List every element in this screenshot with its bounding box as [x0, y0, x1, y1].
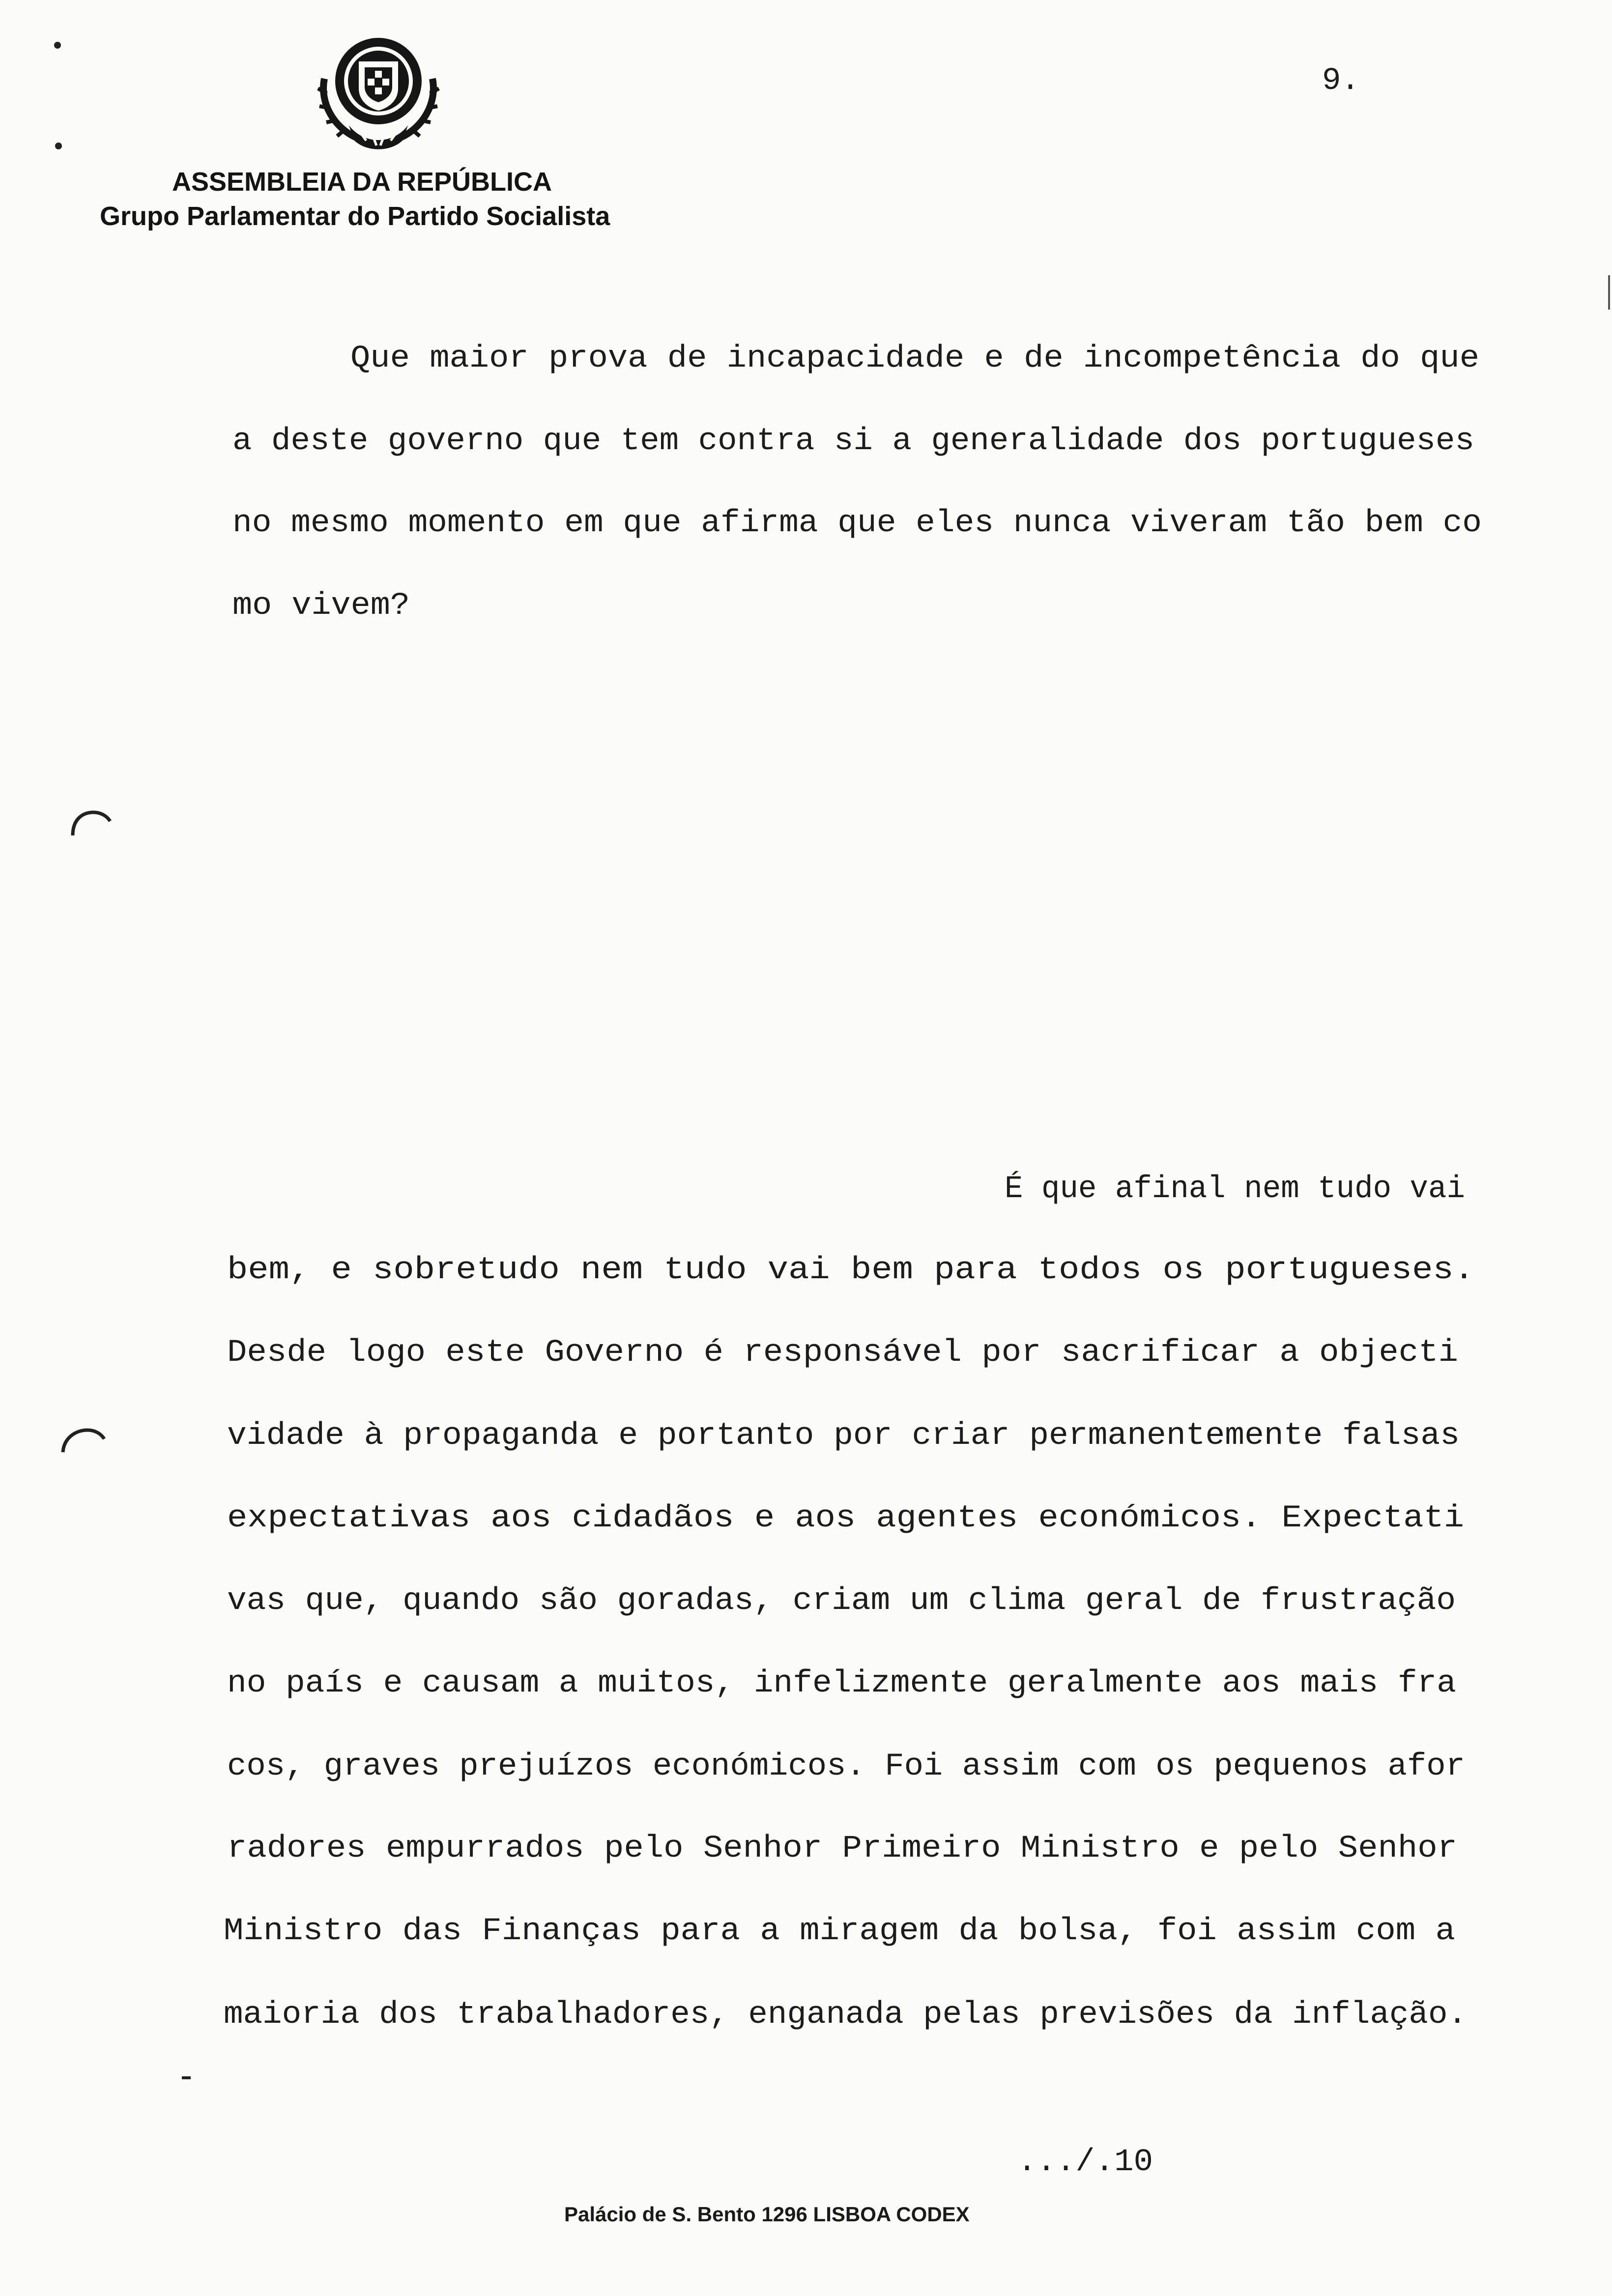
text-line [227, 1664, 1456, 1703]
text-line [232, 586, 410, 626]
text-line [232, 422, 1474, 461]
continuation-marker [1017, 2143, 1153, 2182]
text-line [227, 1333, 1458, 1373]
text-line-content: bem, e sobretudo nem tudo vai bem para todos os portugueses. [227, 1253, 1474, 1288]
text-line-content: Desde logo este Governo é responsável por sacrificar a objecti [227, 1335, 1458, 1371]
text-line [227, 1251, 1474, 1290]
coat-of-arms-seal [305, 20, 452, 167]
text-line-content: expectativas aos cidadãos e aos agentes económicos. Expectati [227, 1501, 1464, 1536]
text-line-content: Ministro das Finanças para a miragem da bolsa, foi assim com a [224, 1914, 1455, 1949]
text-line [227, 1416, 1460, 1456]
text-line [227, 1581, 1456, 1621]
text-line [227, 1747, 1465, 1786]
text-line-content: Que maior prova de incapacidade e de incompetência do que [350, 341, 1479, 376]
text-line-content: mo vivem? [232, 588, 410, 624]
text-line-content: radores empurrados pelo Senhor Primeiro Ministro e pelo Senhor [227, 1831, 1457, 1866]
text-line-content: vas que, quando são goradas, criam um clima geral de frustração [227, 1583, 1456, 1619]
text-line-content: maioria dos trabalhadores, enganada pelas previsões da inflação. [224, 1997, 1467, 2033]
text-line-content: no país e causam a muitos, infelizmente geralmente aos mais fra [227, 1666, 1456, 1701]
text-line-content: É que afinal nem tudo vai [1005, 1172, 1465, 1207]
text-line [224, 1912, 1455, 1951]
text-line-content: vidade à propaganda e portanto por criar permanentemente falsas [227, 1418, 1460, 1454]
punch-hole-mark [69, 808, 113, 838]
text-line [350, 339, 1479, 378]
punch-hole-mark [59, 1425, 108, 1455]
text-line [227, 1499, 1464, 1538]
scan-tick [1608, 275, 1610, 310]
text-line-content: no mesmo momento em que afirma que eles nunca viveram tão bem co [232, 506, 1482, 541]
page-number: 9. [1322, 63, 1360, 99]
continuation-text: .../.10 [1017, 2145, 1153, 2180]
text-line-content: a deste governo que tem contra si a generalidade dos portugueses [232, 424, 1474, 459]
text-line [1005, 1170, 1476, 1209]
institution-name: ASSEMBLEIA DA REPÚBLICA [172, 167, 552, 197]
text-line-content: cos, graves prejuízos económicos. Foi assim com os pequenos afor [227, 1749, 1465, 1784]
text-line [227, 1829, 1457, 1868]
scan-dot [54, 42, 61, 49]
text-line [232, 504, 1482, 543]
parliamentary-group: Grupo Parlamentar do Partido Socialista [100, 201, 610, 231]
text-line [224, 1995, 1467, 2035]
scan-dot [55, 143, 62, 149]
footer-address: Palácio de S. Bento 1296 LISBOA CODEX [564, 2203, 970, 2226]
scan-dash [182, 2076, 191, 2079]
